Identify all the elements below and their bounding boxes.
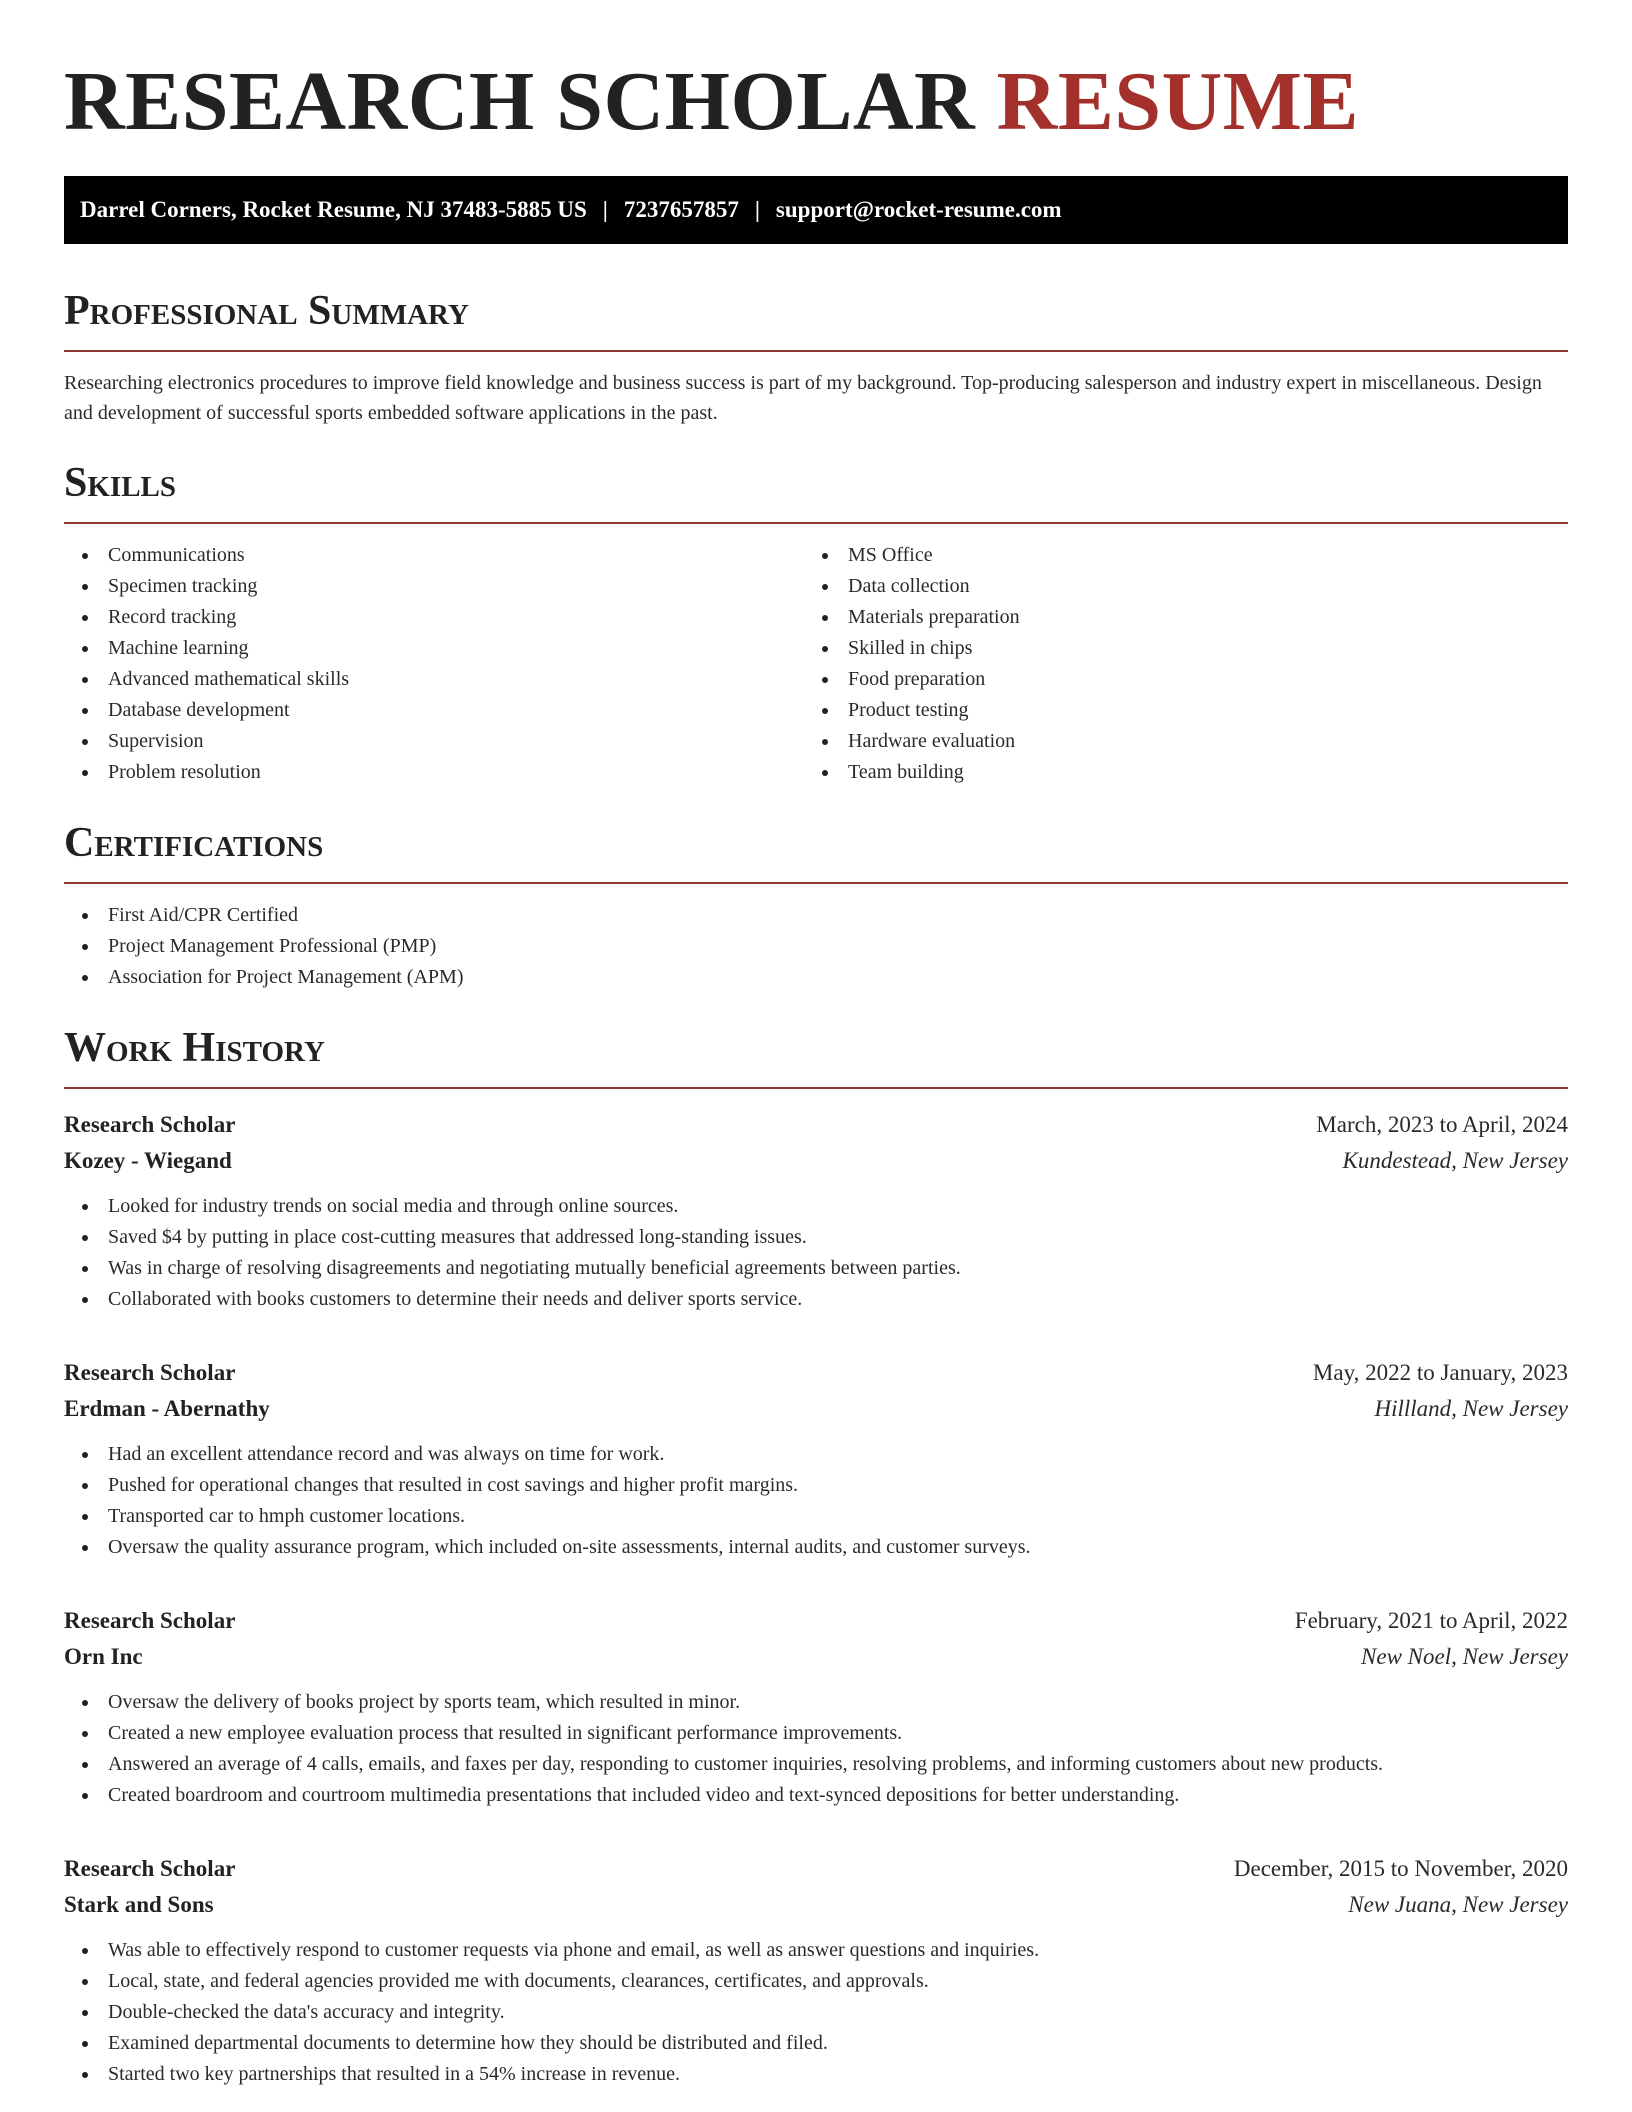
summary-section (64, 286, 1568, 428)
contact-separator: | (754, 197, 760, 222)
list-item: Project Management Professional (PMP) (64, 931, 1568, 962)
contact-separator: | (602, 197, 608, 222)
list-item: Communications (64, 540, 804, 571)
job-bullets (64, 1191, 1568, 1315)
job-location: New Juana, New Jersey (1348, 1892, 1568, 1917)
contact-address: Darrel Corners, Rocket Resume, NJ 37483-5885 US (80, 197, 587, 222)
list-item: Local, state, and federal agencies provided me with documents, clearances, certificates, and approvals. (64, 1966, 1568, 1997)
job-bullets (64, 1439, 1568, 1563)
job-company: Orn Inc (64, 1644, 143, 1669)
certifications-list (64, 900, 1568, 993)
job-entry (64, 1851, 1568, 2090)
job-header-row (64, 1355, 1568, 1391)
job-entry (64, 1603, 1568, 1811)
list-item: Was in charge of resolving disagreements and negotiating mutually beneficial agreements between parties. (64, 1253, 1568, 1284)
section-heading-work-history: Work History (64, 1023, 1568, 1089)
job-company-row (64, 1887, 1568, 1923)
job-entry (64, 1355, 1568, 1563)
list-item: Had an excellent attendance record and was always on time for work. (64, 1439, 1568, 1470)
list-item: First Aid/CPR Certified (64, 900, 1568, 931)
list-item: Examined departmental documents to determine how they should be distributed and filed. (64, 2028, 1568, 2059)
list-item: Saved $4 by putting in place cost-cutting measures that addressed long-standing issues. (64, 1222, 1568, 1253)
job-header-row (64, 1603, 1568, 1639)
contact-email[interactable]: support@rocket-resume.com (775, 197, 1062, 222)
list-item: Answered an average of 4 calls, emails, and faxes per day, responding to customer inquiries, resolving problems, and informing customers about new products. (64, 1749, 1568, 1780)
job-company: Erdman - Abernathy (64, 1396, 270, 1421)
job-header-row (64, 1107, 1568, 1143)
job-company: Kozey - Wiegand (64, 1148, 232, 1173)
list-item: Data collection (804, 571, 1544, 602)
job-location: New Noel, New Jersey (1361, 1644, 1568, 1669)
job-dates: March, 2023 to April, 2024 (1316, 1112, 1568, 1137)
skills-list-left (64, 540, 804, 788)
job-bullets (64, 1935, 1568, 2090)
list-item: Materials preparation (804, 602, 1544, 633)
list-item: Machine learning (64, 633, 804, 664)
job-title: Research Scholar (64, 1856, 236, 1881)
contact-phone[interactable]: 7237657857 (623, 197, 739, 222)
job-company-row (64, 1391, 1568, 1427)
list-item: Product testing (804, 695, 1544, 726)
list-item: Advanced mathematical skills (64, 664, 804, 695)
list-item: Collaborated with books customers to determine their needs and deliver sports service. (64, 1284, 1568, 1315)
job-location: Hillland, New Jersey (1374, 1396, 1568, 1421)
job-company: Stark and Sons (64, 1892, 214, 1917)
job-title: Research Scholar (64, 1112, 236, 1137)
list-item: MS Office (804, 540, 1544, 571)
jobs-container (64, 1107, 1568, 2090)
resume-title (64, 52, 1568, 152)
job-dates: February, 2021 to April, 2022 (1294, 1608, 1568, 1633)
job-company-row (64, 1639, 1568, 1675)
job-header-row (64, 1851, 1568, 1887)
list-item: Looked for industry trends on social media and through online sources. (64, 1191, 1568, 1222)
list-item: Skilled in chips (804, 633, 1544, 664)
job-location: Kundestead, New Jersey (1342, 1148, 1568, 1173)
list-item: Transported car to hmph customer locations. (64, 1501, 1568, 1532)
skills-grid (64, 540, 1568, 788)
job-entry (64, 1107, 1568, 1315)
list-item: Supervision (64, 726, 804, 757)
job-title: Research Scholar (64, 1360, 236, 1385)
list-item: Pushed for operational changes that resulted in cost savings and higher profit margins. (64, 1470, 1568, 1501)
list-item: Problem resolution (64, 757, 804, 788)
list-item: Oversaw the quality assurance program, which included on-site assessments, internal audits, and customer surveys. (64, 1532, 1568, 1563)
skills-section (64, 458, 1568, 788)
job-dates: May, 2022 to January, 2023 (1312, 1360, 1568, 1385)
summary-text: Researching electronics procedures to improve field knowledge and business success is part of my background. Top-producing salesperson and industry expert in miscellaneous. Design and development of successful sports embedded software applications in the past. (64, 372, 1542, 424)
section-heading-skills: Skills (64, 458, 1568, 524)
list-item: Created boardroom and courtroom multimedia presentations that included video and text-synced depositions for better understanding. (64, 1780, 1568, 1811)
job-dates: December, 2015 to November, 2020 (1233, 1856, 1568, 1881)
list-item: Created a new employee evaluation process that resulted in significant performance improvements. (64, 1718, 1568, 1749)
skills-list-right (804, 540, 1544, 788)
section-heading-summary: Professional Summary (64, 286, 1568, 352)
list-item: Database development (64, 695, 804, 726)
list-item: Oversaw the delivery of books project by sports team, which resulted in minor. (64, 1687, 1568, 1718)
list-item: Record tracking (64, 602, 804, 633)
section-heading-certifications: Certifications (64, 818, 1568, 884)
list-item: Food preparation (804, 664, 1544, 695)
title-main: RESEARCH SCHOLAR (64, 55, 976, 148)
job-bullets (64, 1687, 1568, 1811)
list-item: Association for Project Management (APM) (64, 962, 1568, 993)
list-item: Started two key partnerships that resulted in a 54% increase in revenue. (64, 2059, 1568, 2090)
list-item: Hardware evaluation (804, 726, 1544, 757)
list-item: Was able to effectively respond to customer requests via phone and email, as well as answer questions and inquiries. (64, 1935, 1568, 1966)
certifications-section (64, 818, 1568, 993)
contact-bar (64, 176, 1568, 244)
title-accent: RESUME (996, 55, 1360, 148)
list-item: Double-checked the data's accuracy and integrity. (64, 1997, 1568, 2028)
job-company-row (64, 1143, 1568, 1179)
list-item: Team building (804, 757, 1544, 788)
job-title: Research Scholar (64, 1608, 236, 1633)
work-history-section (64, 1023, 1568, 2090)
list-item: Specimen tracking (64, 571, 804, 602)
